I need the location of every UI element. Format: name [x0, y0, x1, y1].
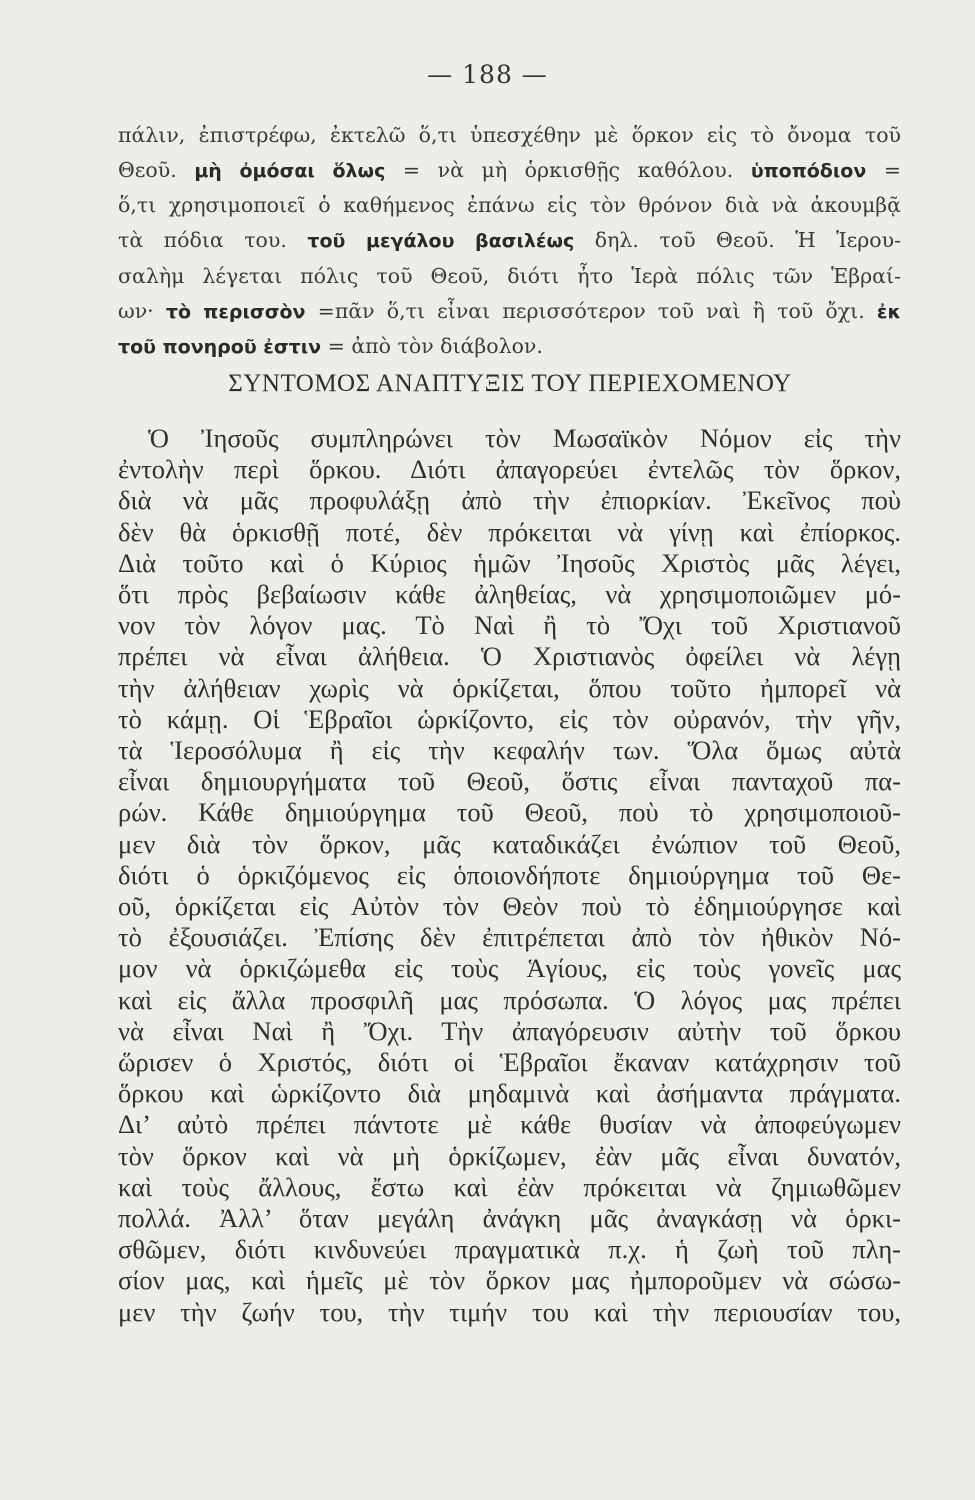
body-line: ρών. Κάθε δημιούργημα τοῦ Θεοῦ, ποὺ τὸ χρησιμοποιοῦ- [118, 797, 901, 828]
body-text [118, 423, 901, 1328]
body-line: εἶναι δημιουργήματα τοῦ Θεοῦ, ὅστις εἶναι πανταχοῦ πα- [118, 766, 901, 797]
body-line: νον τὸν λόγον μας. Τὸ Ναὶ ἢ τὸ Ὄχι τοῦ Χριστιανοῦ [118, 610, 901, 641]
page-number: — 188 — [427, 60, 548, 89]
body-line: πολλά. Ἀλλ’ ὅταν μεγάλη ἀνάγκη μᾶς ἀναγκάσῃ νὰ ὁρκι- [118, 1203, 901, 1234]
body-line: καὶ εἰς ἄλλα προσφιλῆ μας πρόσωπα. Ὁ λόγος μας πρέπει [118, 984, 901, 1015]
body-line: τὸ κάμῃ. Οἱ Ἑβραῖοι ὡρκίζοντο, εἰς τὸν οὐρανόν, τὴν γῆν, [118, 703, 901, 734]
notes-line: τὰ πόδια του. τοῦ μεγάλου βασιλέως δηλ. τοῦ Θεοῦ. Ἡ Ἱερου- [118, 228, 901, 253]
body-line: οῦ, ὁρκίζεται εἰς Αὐτὸν τὸν Θεὸν ποὺ τὸ ἐδημιούργησε καὶ [118, 891, 901, 922]
body-line: μεν διὰ τὸν ὅρκον, μᾶς καταδικάζει ἐνώπιον τοῦ Θεοῦ, [118, 828, 901, 859]
body-line: καὶ τοὺς ἄλλους, ἔστω καὶ ἐὰν πρόκειται νὰ ζημιωθῶμεν [118, 1171, 901, 1202]
body-line: ἐντολὴν περὶ ὅρκου. Διότι ἀπαγορεύει ἐντελῶς τὸν ὅρκον, [118, 454, 901, 485]
body-line: δὲν θὰ ὁρκισθῇ ποτέ, δὲν πρόκειται νὰ γίνῃ καὶ ἐπίορκος. [118, 516, 901, 547]
body-line: τὸν ὅρκον καὶ νὰ μὴ ὁρκίζωμεν, ἐὰν μᾶς εἶναι δυνατόν, [118, 1140, 901, 1171]
commentary-notes [118, 118, 901, 365]
body-line: μεν τὴν ζωήν του, τὴν τιμήν του καὶ τὴν περιουσίαν του, [118, 1296, 901, 1327]
notes-line: σαλὴμ λέγεται πόλις τοῦ Θεοῦ, διότι ἦτο Ἱερὰ πόλις τῶν Ἑβραί- [118, 263, 901, 288]
body-line: μον νὰ ὁρκιζώμεθα εἰς τοὺς Ἁγίους, εἰς τοὺς γονεῖς μας [118, 953, 901, 984]
body-line: Δι’ αὐτὸ πρέπει πάντοτε μὲ κάθε θυσίαν νὰ ἀποφεύγωμεν [118, 1109, 901, 1140]
section-heading: ΣΥΝΤΟΜΟΣ ΑΝΑΠΤΥΞΙΣ ΤΟΥ ΠΕΡΙΕΧΟΜΕΝΟΥ [228, 370, 792, 397]
body-line: διὰ νὰ μᾶς προφυλάξῃ ἀπὸ τὴν ἐπιορκίαν. Ἐκεῖνος ποὺ [118, 485, 901, 516]
body-line: ὅρκου καὶ ὡρκίζοντο διὰ μηδαμινὰ καὶ ἀσήμαντα πράγματα. [118, 1078, 901, 1109]
body-line: σθῶμεν, διότι κινδυνεύει πραγματικὰ π.χ. ἡ ζωὴ τοῦ πλη- [118, 1234, 901, 1265]
notes-line: ων· τὸ περισσὸν =πᾶν ὅ,τι εἶναι περισσότερον τοῦ ναὶ ἢ τοῦ ὄχι. ἐκ [118, 298, 901, 323]
body-line: Ὁ Ἰησοῦς συμπληρώνει τὸν Μωσαϊκὸν Νόμον εἰς τὴν [148, 423, 901, 453]
notes-line: πάλιν, ἐπιστρέφω, ἐκτελῶ ὅ,τι ὑπεσχέθην μὲ ὅρκον εἰς τὸ ὄνομα τοῦ [118, 123, 901, 147]
body-line: ὥρισεν ὁ Χριστός, διότι οἱ Ἑβραῖοι ἔκαναν κατάχρησιν τοῦ [118, 1047, 901, 1078]
body-line: πρέπει νὰ εἶναι ἀλήθεια. Ὁ Χριστιανὸς ὀφείλει νὰ λέγῃ [118, 641, 901, 672]
body-line: Διὰ τοῦτο καὶ ὁ Κύριος ἡμῶν Ἰησοῦς Χριστὸς μᾶς λέγει, [118, 547, 901, 578]
body-line: σίον μας, καὶ ἡμεῖς μὲ τὸν ὅρκον μας ἠμποροῦμεν νὰ σώσω- [118, 1265, 901, 1296]
notes-line: Θεοῦ. μὴ ὀμόσαι ὅλως = νὰ μὴ ὁρκισθῇς καθόλου. ὑποπόδιον = [118, 157, 902, 182]
body-line: τὰ Ἱεροσόλυμα ἢ εἰς τὴν κεφαλήν των. Ὅλα ὅμως αὐτὰ [118, 735, 901, 766]
notes-line: ὅ,τι χρησιμοποιεῖ ὁ καθήμενος ἐπάνω εἰς τὸν θρόνον διὰ νὰ ἀκουμβᾷ [118, 193, 901, 218]
body-line: διότι ὁ ὁρκιζόμενος εἰς ὁποιονδήποτε δημιούργημα τοῦ Θε- [118, 859, 901, 890]
body-line: τὸ ἐξουσιάζει. Ἐπίσης δὲν ἐπιτρέπεται ἀπὸ τὸν ἠθικὸν Νό- [118, 922, 901, 953]
body-line: ὅτι πρὸς βεβαίωσιν κάθε ἀληθείας, νὰ χρησιμοποιῶμεν μό- [118, 579, 901, 610]
notes-line: τοῦ πονηροῦ ἐστιν = ἀπὸ τὸν διάβολον. [118, 334, 543, 359]
body-line: νὰ εἶναι Ναὶ ἢ Ὄχι. Τὴν ἀπαγόρευσιν αὐτὴν τοῦ ὅρκου [118, 1015, 901, 1046]
body-line: τὴν ἀλήθειαν χωρὶς νὰ ὁρκίζεται, ὅπου τοῦτο ἠμπορεῖ νὰ [118, 672, 901, 703]
